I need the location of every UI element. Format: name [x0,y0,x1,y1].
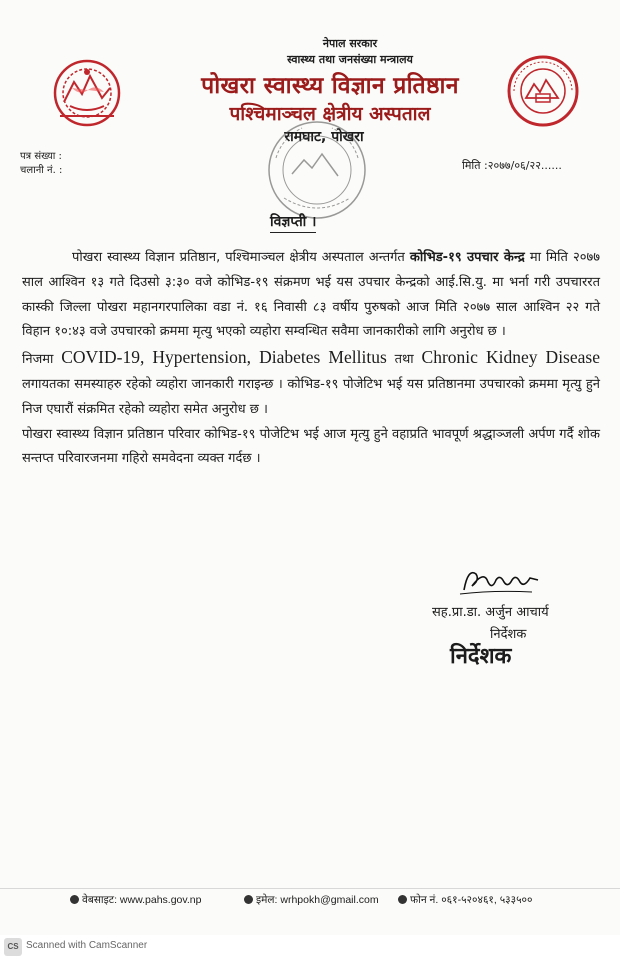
website-text: वेबसाइट: www.pahs.gov.np [82,894,202,906]
phone-text: फोन नं. ०६१-५२०४६१, ५३३५०० [410,894,533,906]
signature-mark [454,560,544,600]
paragraph-1 [22,246,600,345]
mail-icon [244,895,253,904]
footer-divider [0,888,620,889]
dispatch-number-label: चलानी नं. : [20,165,63,176]
letter-date: मिति :२०७७/०६/२२...... [462,159,562,172]
notice-body [22,246,600,472]
office-stamp-icon [262,118,372,222]
p2-text-b: लगायतका समस्याहरु रहेको व्यहोरा जानकारी गराइन्छ । कोभिड-१९ पोजेटिभ भई यस प्रतिष्ठानमा उपचारको क्रममा मृत्यु हुने निज एघारौं संक्रमित रहेको व्यहोरा समेत अनुरोध छ । [22,376,600,417]
camscanner-text: Scanned with CamScanner [26,940,148,951]
phone-icon [398,895,407,904]
hospital-location: रामघाट, पोखरा [284,129,364,145]
signer-designation: निर्देशक [490,627,527,642]
footer-website [70,893,201,907]
email-text: इमेल: wrhpokh@gmail.com [256,894,379,906]
p2-diseases: COVID-19, Hypertension, Diabetes Mellitus [61,347,387,368]
paragraph-2 [22,345,600,422]
letter-number-label: पत्र संख्या : [20,151,62,162]
p1-text-b: मा मिति २०७७ साल आश्विन १३ गते दिउसो ३:३० वजे कोभिड-१९ संक्रमण भई यस उपचार केन्द्रको आई.सि.यु. मा भर्ना गरी उपचाररत कास्की जिल्ला पोखरा महानगरपालिका वडा नं. १६ निवासी ८३ वर्षीय पुरुषको आज मिति २०७७ साल आश्विन २२ गते विहान १०:४३ वजे उपचारको क्रममा मृत्यु भएको व्यहोरा सम्वन्धित सवैमा जानकारीको लागि अनुरोध छ । [22,250,600,340]
ministry-name: स्वास्थ्य तथा जनसंख्या मन्त्रालय [287,53,413,66]
signer-name: सह.प्रा.डा. अर्जुन आचार्य [432,605,549,620]
designation-stamp: निर्देशक [450,644,512,669]
p2-text-a: निजमा [22,352,62,368]
p2-conjunction: तथा [386,352,422,368]
government-name: नेपाल सरकार [322,37,378,50]
p2-ckd: Chronic Kidney Disease [421,347,600,368]
notice-title: विज्ञप्ती । [270,212,316,233]
footer-phone [398,893,532,907]
institution-name: पोखरा स्वास्थ्य विज्ञान प्रतिष्ठान [201,73,459,99]
contact-footer [0,893,620,911]
p1-bold-center-name: कोभिड-१९ उपचार केन्द्र [409,250,525,265]
paragraph-3: पोखरा स्वास्थ्य विज्ञान प्रतिष्ठान परिवार कोभिड-१९ पोजेटिभ भई आज मृत्यु हुने वहाप्रति भावपूर्ण श्रद्धाञ्जली अर्पण गर्दै शोक सन्तप्त परिवारजनमा गहिरो समवेदना व्यक्त गर्दछ । [22,426,600,467]
hospital-name: पश्चिमाञ्चल क्षेत्रीय अस्पताल [229,103,431,125]
camscanner-badge: CS [4,938,22,956]
footer-email [244,893,379,907]
globe-icon [70,895,79,904]
p1-text-a: पोखरा स्वास्थ्य विज्ञान प्रतिष्ठान, पश्चिमाञ्चल क्षेत्रीय अस्पताल अन्तर्गत [72,250,410,265]
